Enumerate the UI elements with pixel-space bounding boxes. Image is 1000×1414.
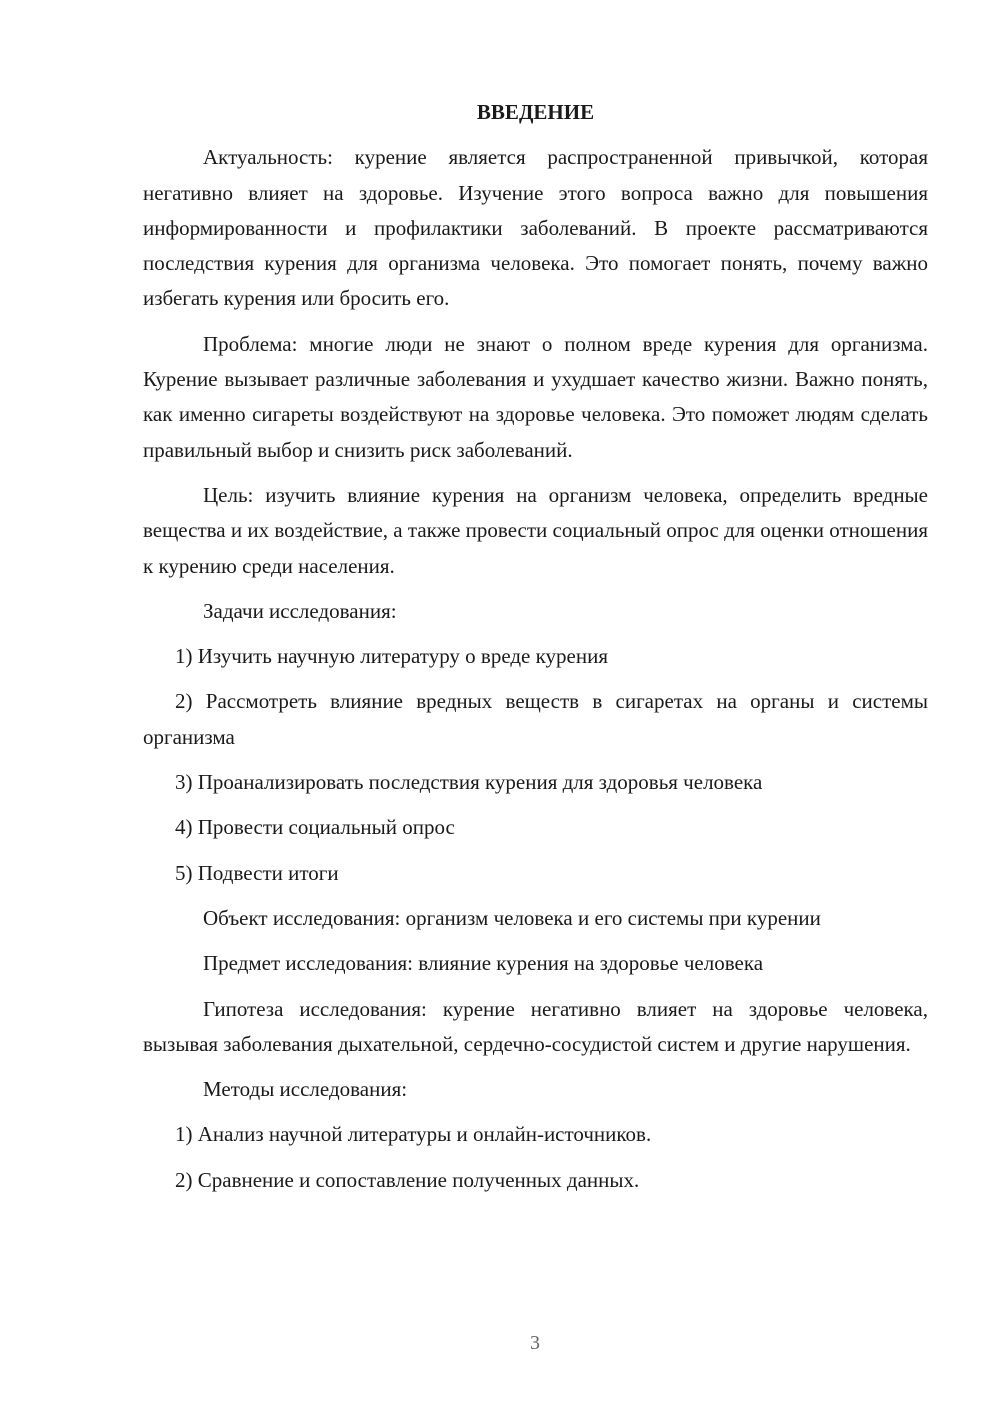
task-item: 1) Изучить научную литературу о вреде курения: [175, 644, 608, 669]
task-item: 5) Подвести итоги: [175, 860, 339, 885]
document-page: [143, 95, 928, 1208]
task-item: 4) Провести социальный опрос: [175, 815, 455, 840]
tasks-heading: Задачи исследования:: [203, 598, 397, 623]
goal-paragraph: Цель: изучить влияние курения на организм человека, определить вредные вещества и их воздействие, а также провести социальный опрос для оценки отношения к курению среди населения.: [143, 482, 928, 578]
page-number: 3: [530, 1332, 540, 1354]
task-item: 3) Проанализировать последствия курения для здоровья человека: [175, 770, 763, 795]
problem-paragraph: Проблема: многие люди не знают о полном вреде курения для организма. Курение вызывает различные заболевания и ухудшает качество жизни. Важно понять, как именно сигареты воздействуют на здоровье человека. Это поможет людям сделать правильный выбор и снизить риск заболеваний.: [143, 331, 928, 462]
section-title: ВВЕДЕНИЕ: [476, 100, 595, 124]
task-item: 2) Рассмотреть влияние вредных веществ в сигаретах на органы и системы организма: [143, 689, 928, 749]
method-item: 2) Сравнение и сопоставление полученных данных.: [175, 1167, 640, 1192]
method-item: 1) Анализ научной литературы и онлайн-источников.: [175, 1122, 652, 1147]
methods-heading: Методы исследования:: [203, 1077, 408, 1102]
subject-paragraph: Предмет исследования: влияние курения на здоровье человека: [203, 951, 764, 976]
hypothesis-paragraph: Гипотеза исследования: курение негативно влияет на здоровье человека, вызывая заболевания дыхательной, сердечно-сосудистой систем и другие нарушения.: [143, 996, 928, 1056]
object-paragraph: Объект исследования: организм человека и его системы при курении: [203, 905, 821, 930]
relevance-paragraph: Актуальность: курение является распространенной привычкой, которая негативно влияет на здоровье. Изучение этого вопроса важно для повышения информированности и профилактики заболеваний. В проекте рассматриваются последствия курения для организма человека. Это помогает понять, почему важно избегать курения или бросить его.: [143, 145, 928, 311]
